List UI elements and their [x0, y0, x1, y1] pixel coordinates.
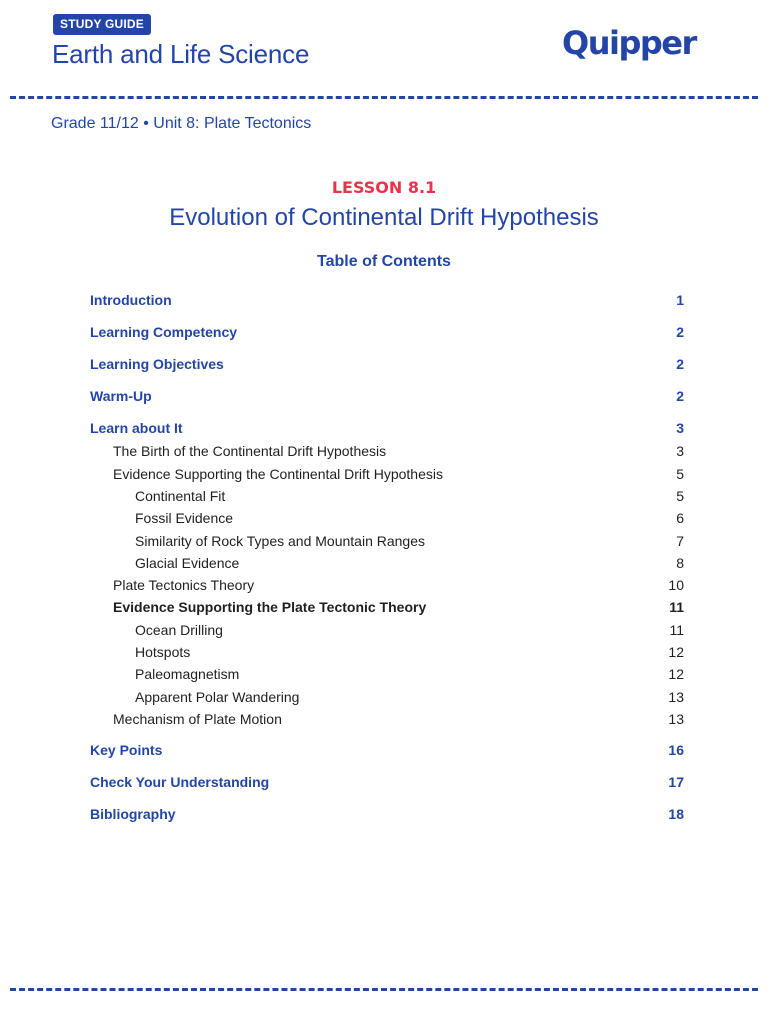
- toc-entry-evidence-drift-hypothesis[interactable]: [90, 466, 684, 482]
- toc-entry-mechanism-of-plate-motion[interactable]: [90, 711, 684, 727]
- toc-entry-title: Continental Fit: [135, 488, 226, 504]
- toc-entry-page: 7: [676, 533, 684, 549]
- toc-entry-birth-of-drift-hypothesis[interactable]: [90, 443, 684, 459]
- toc-entry-ocean-drilling[interactable]: [90, 622, 684, 638]
- toc-entry-paleomagnetism[interactable]: [90, 666, 684, 682]
- toc-entry-title: Paleomagnetism: [135, 666, 240, 682]
- toc-entry-title: Check Your Understanding: [90, 774, 270, 790]
- toc-entry-title: Ocean Drilling: [135, 622, 223, 638]
- toc-entry-title: Learning Competency: [90, 324, 238, 340]
- toc-entry-page: 11: [669, 622, 684, 638]
- toc-entry-title: Warm-Up: [90, 388, 152, 404]
- toc-entry-title: Mechanism of Plate Motion: [113, 711, 282, 727]
- toc-entry-title: The Birth of the Continental Drift Hypothesis: [113, 443, 387, 459]
- toc-entry-page: 5: [676, 488, 684, 504]
- toc-entry-page: 10: [668, 577, 684, 593]
- toc-entry-page: 1: [676, 292, 684, 308]
- toc-entry-bibliography[interactable]: [90, 806, 684, 822]
- toc-entry-page: 16: [668, 742, 684, 758]
- toc-entry-page: 12: [668, 666, 684, 682]
- bottom-divider: [10, 988, 758, 991]
- toc-entry-warm-up[interactable]: [90, 388, 684, 404]
- toc-entry-page: 13: [668, 689, 684, 705]
- toc-entry-page: 11: [669, 599, 684, 615]
- toc-entry-page: 12: [668, 644, 684, 660]
- toc-entry-fossil-evidence[interactable]: [90, 510, 684, 526]
- toc-entry-title: Evidence Supporting the Plate Tectonic Theory: [113, 599, 427, 615]
- breadcrumb: Grade 11/12 • Unit 8: Plate Tectonics: [51, 115, 312, 132]
- toc-entry-page: 6: [676, 510, 684, 526]
- toc-entry-page: 5: [676, 466, 684, 482]
- toc-entry-page: 2: [676, 356, 684, 372]
- toc-entry-title: Apparent Polar Wandering: [135, 689, 300, 705]
- toc-entry-title: Learning Objectives: [90, 356, 224, 372]
- toc-entry-page: 2: [676, 324, 684, 340]
- course-title: Earth and Life Science: [52, 39, 310, 69]
- top-divider: [10, 96, 758, 99]
- toc-entry-title: Bibliography: [90, 806, 176, 822]
- lesson-label: LESSON 8.1: [331, 178, 437, 197]
- toc-entry-title: Fossil Evidence: [135, 510, 234, 526]
- toc-entry-glacial-evidence[interactable]: [90, 555, 684, 571]
- toc-entry-learning-competency[interactable]: [90, 324, 684, 340]
- toc-entry-page: 3: [676, 420, 684, 436]
- toc-entry-page: 13: [668, 711, 684, 727]
- toc-entry-title: Similarity of Rock Types and Mountain Ranges: [135, 533, 425, 549]
- toc-entry-learning-objectives[interactable]: [90, 356, 684, 372]
- toc-entry-title: Plate Tectonics Theory: [113, 577, 255, 593]
- toc-entry-page: 18: [668, 806, 684, 822]
- lesson-title: Evolution of Continental Drift Hypothesis: [169, 204, 599, 231]
- toc-entry-key-points[interactable]: [90, 742, 684, 758]
- toc-entry-title: Key Points: [90, 742, 163, 758]
- toc-entry-introduction[interactable]: [90, 292, 684, 308]
- toc-entry-continental-fit[interactable]: [90, 488, 684, 504]
- toc-entry-title: Hotspots: [135, 644, 191, 660]
- toc-entry-title: Learn about It: [90, 420, 183, 436]
- toc-entry-learn-about-it[interactable]: [90, 420, 684, 436]
- toc-entry-page: 8: [676, 555, 684, 571]
- toc-entry-page: 2: [676, 388, 684, 404]
- quipper-logo: Quipper: [562, 24, 696, 62]
- toc-entry-page: 3: [676, 443, 684, 459]
- toc-entry-evidence-plate-tectonic-theory[interactable]: [90, 599, 684, 615]
- toc-entry-hotspots[interactable]: [90, 644, 684, 660]
- toc-entry-title: Evidence Supporting the Continental Drift Hypothesis: [113, 466, 443, 482]
- toc-heading: Table of Contents: [317, 253, 451, 270]
- study-guide-badge: STUDY GUIDE: [53, 14, 151, 35]
- toc-entry-page: 17: [668, 774, 684, 790]
- toc-entry-title: Glacial Evidence: [135, 555, 240, 571]
- toc-entry-check-your-understanding[interactable]: [90, 774, 684, 790]
- toc-entry-rock-types-mountain-ranges[interactable]: [90, 533, 684, 549]
- toc-entry-title: Introduction: [90, 292, 172, 308]
- toc-entry-apparent-polar-wandering[interactable]: [90, 689, 684, 705]
- toc-entry-plate-tectonics-theory[interactable]: [90, 577, 684, 593]
